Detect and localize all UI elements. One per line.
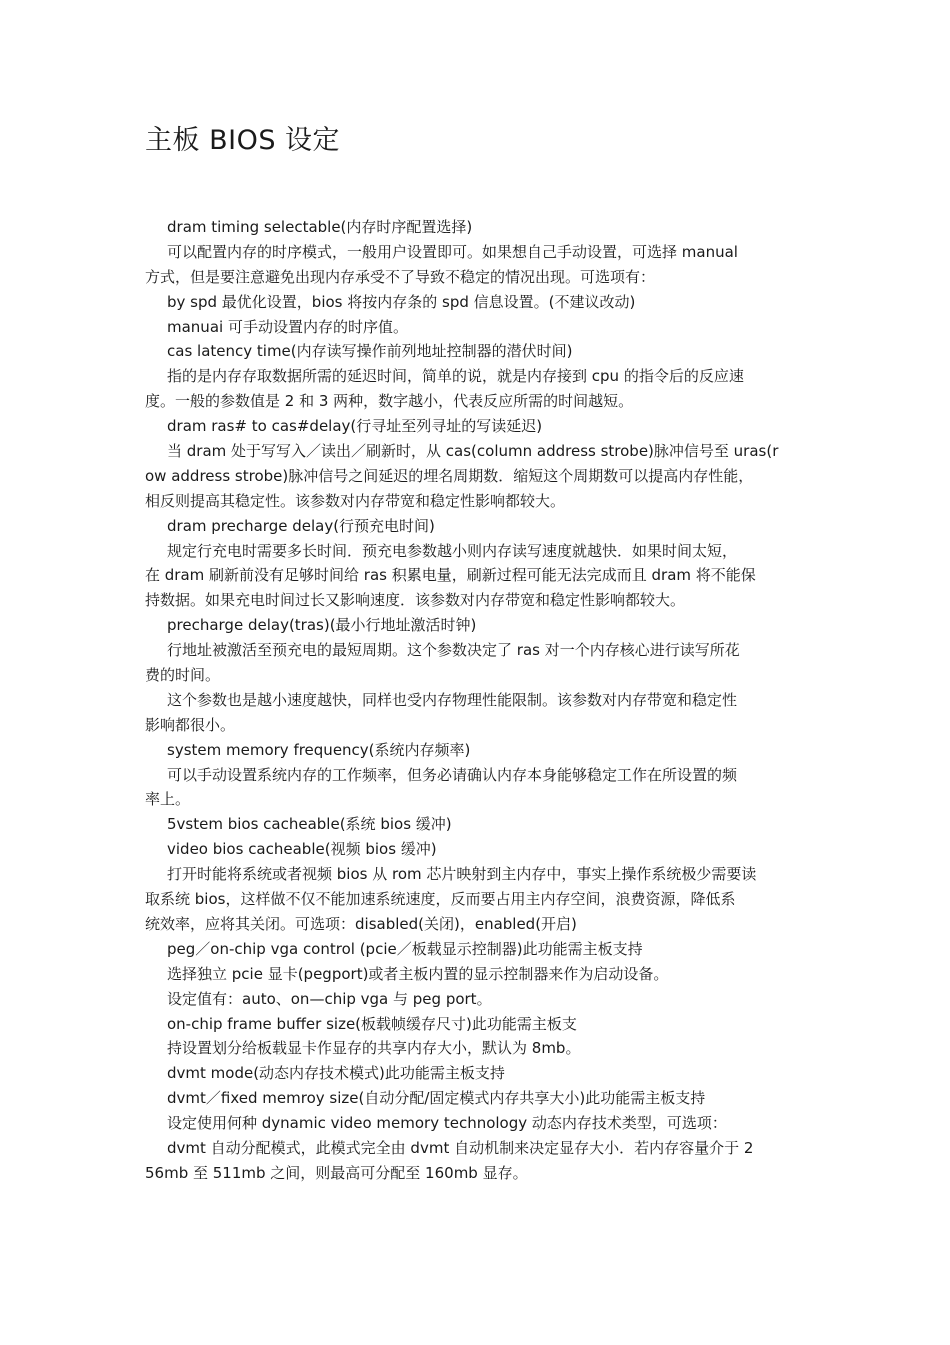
text-line: 设定使用何种 dynamic video memory technology 动态内存技术类型，可选项： — [167, 1114, 727, 1133]
text-line: on-chip frame buffer size(板载帧缓存尺寸)此功能需主板支 — [167, 1014, 577, 1033]
text-line: 率上。 — [145, 790, 191, 809]
text-line: ow address strobe)脉冲信号之间延迟的埋名周期数．缩短这个周期数可以提高内存性能， — [145, 466, 754, 485]
text-line: peg／on-chip vga control (pcie／板载显示控制器)此功能需主板支持 — [167, 939, 643, 958]
text-line: dram ras# to cas#delay(行寻址至列寻址的写读延迟) — [167, 417, 543, 436]
text-line: manuai 可手动设置内存的时序值。 — [167, 317, 408, 336]
text-line: 影响都很小。 — [145, 715, 236, 734]
text-line: 指的是内存存取数据所需的延迟时间，简单的说，就是内存接到 cpu 的指令后的反应速 — [167, 367, 744, 386]
text-line: 这个参数也是越小速度越快，同样也受内存物理性能限制。该参数对内存带宽和稳定性 — [167, 690, 738, 709]
text-line: 选择独立 pcie 显卡(pegport)或者主板内置的显示控制器来作为启动设备。 — [167, 964, 669, 983]
text-line: dvmt／fixed memroy size(自动分配/固定模式内存共享大小)此功能需主板支持 — [167, 1089, 706, 1108]
text-line: dram precharge delay(行预充电时间) — [167, 516, 435, 535]
text-line: cas latency time(内存读写操作前列地址控制器的潜伏时间) — [167, 342, 573, 361]
text-line: 行地址被激活至预充电的最短周期。这个参数决定了 ras 对一个内存核心进行读写所花 — [167, 641, 740, 660]
text-line: 方式，但是要注意避免出现内存承受不了导致不稳定的情况出现。可选项有： — [145, 267, 656, 286]
text-line: 当 dram 处于写写入／读出／刷新时，从 cas(column address strobe)脉冲信号至 uras(r — [167, 442, 779, 461]
text-line: 设定值有：auto、on—chip vga 与 peg port。 — [167, 989, 492, 1008]
text-line: dvmt mode(动态内存技术模式)此功能需主板支持 — [167, 1064, 505, 1083]
document-body — [145, 215, 807, 1186]
text-line: 相反则提高其稳定性。该参数对内存带宽和稳定性影响都较大。 — [145, 491, 566, 510]
text-line: 统效率，应将其关闭。可选项：disabled(关闭)，enabled(开启) — [145, 914, 577, 933]
text-line: 可以配置内存的时序模式，一般用户设置即可。如果想自己手动设置，可选择 manual — [167, 242, 738, 261]
text-line: 规定行充电时需要多长时间．预充电参数越小则内存读写速度就越快．如果时间太短， — [167, 541, 738, 560]
text-line: 可以手动设置系统内存的工作频率，但务必请确认内存本身能够稳定工作在所设置的频 — [167, 765, 738, 784]
text-line: 在 dram 刷新前没有足够时间给 ras 积累电量，刷新过程可能无法完成而且 dram 将不能保 — [145, 566, 756, 585]
text-line: 5vstem bios cacheable(系统 bios 缓冲) — [167, 815, 452, 834]
text-line: 56mb 至 511mb 之间，则最高可分配至 160mb 显存。 — [145, 1163, 528, 1182]
text-line: video bios cacheable(视频 bios 缓冲) — [167, 840, 437, 859]
text-line: 费的时间。 — [145, 666, 221, 685]
text-line: 持数据。如果充电时间过长又影响速度．该参数对内存带宽和稳定性影响都较大。 — [145, 591, 686, 610]
text-line: system memory frequency(系统内存频率) — [167, 740, 471, 759]
text-line: dram timing selectable(内存时序配置选择) — [167, 218, 473, 236]
text-line: 取系统 bios，这样做不仅不能加速系统速度，反而要占用主内存空间，浪费资源，降低系 — [145, 890, 736, 909]
text-line: precharge delay(tras)(最小行地址激活时钟) — [167, 616, 477, 635]
text-line: by spd 最优化设置，bios 将按内存条的 spd 信息设置。(不建议改动) — [167, 292, 636, 311]
text-line: dvmt 自动分配模式，此模式完全由 dvmt 自动机制来决定显存大小．若内存容量介于 2 — [167, 1138, 754, 1157]
text-line: 打开时能将系统或者视频 bios 从 rom 芯片映射到主内存中，事实上操作系统极少需要读 — [167, 865, 757, 884]
text-line: 持设置划分给板载显卡作显存的共享内存大小，默认为 8mb。 — [167, 1039, 581, 1058]
text-line: 度。一般的参数值是 2 和 3 两种，数字越小，代表反应所需的时间越短。 — [145, 392, 634, 411]
page-title: 主板 BIOS 设定 — [145, 125, 341, 156]
